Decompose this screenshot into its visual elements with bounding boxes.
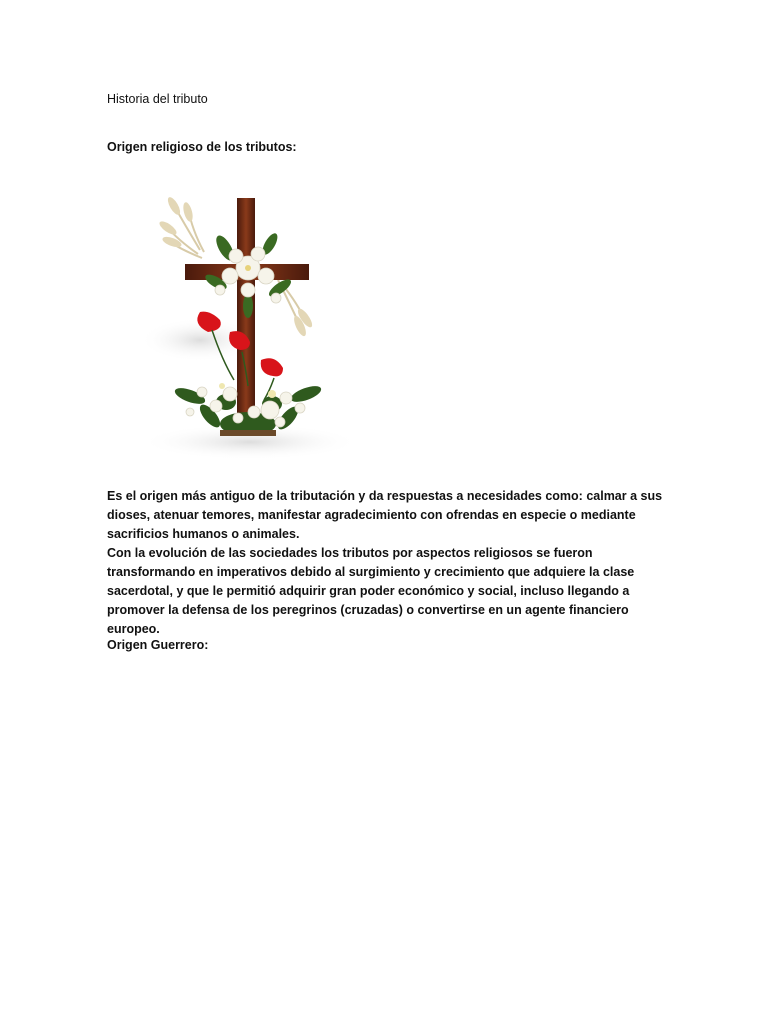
section-body-religious bbox=[107, 487, 667, 639]
document-title: Historia del tributo bbox=[107, 92, 208, 106]
section-heading-warrior: Origen Guerrero: bbox=[107, 638, 209, 652]
paragraph: Es el origen más antiguo de la tributación y da respuestas a necesidades como: calmar a sus dioses, atenuar temores, manifestar agradecimiento con ofrendas en especie o mediante sacrificios humanos o animales. bbox=[107, 489, 663, 541]
cross-flower-arrangement-icon bbox=[130, 180, 390, 460]
cross-flower-arrangement-image bbox=[130, 180, 390, 460]
paragraph: Con la evolución de las sociedades los tributos por aspectos religiosos se fueron transformando en imperativos debido al surgimiento y crecimiento que adquiere la clase sacerdotal, y que le permitió adquirir gran poder económico y social, incluso llegando a promover la defensa de los peregrinos (cruzadas) o convertirse en un agente financiero europeo. bbox=[107, 546, 635, 636]
section-heading-religious: Origen religioso de los tributos: bbox=[107, 140, 297, 154]
